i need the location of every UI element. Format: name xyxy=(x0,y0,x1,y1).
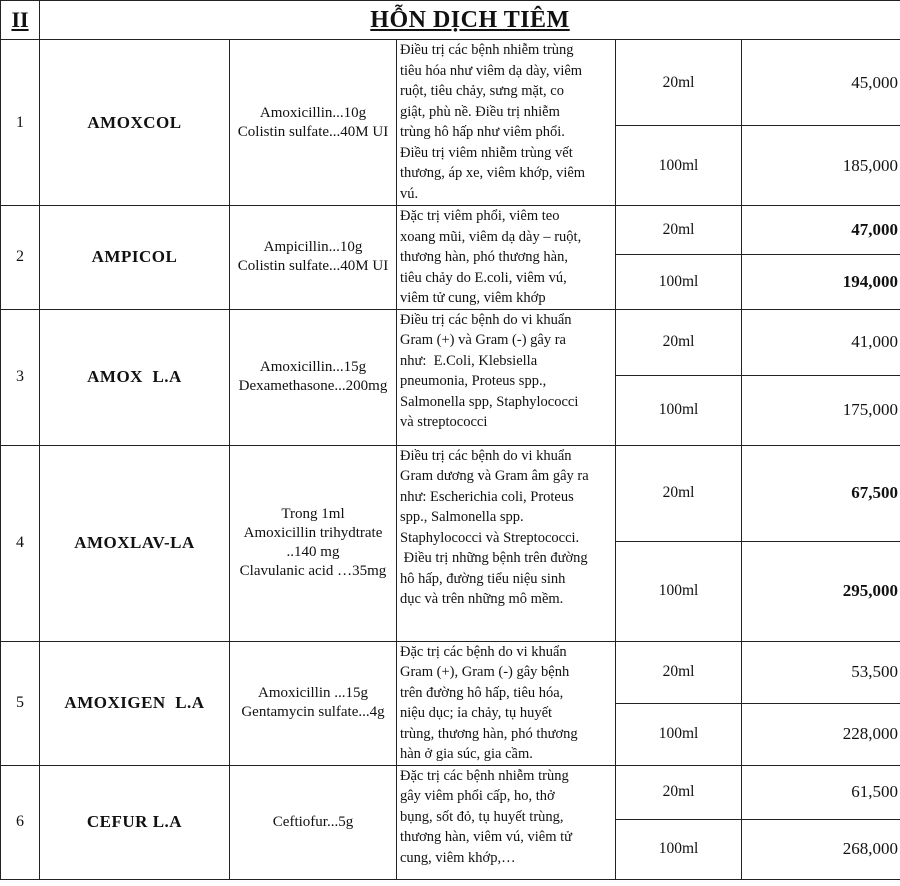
indication-line: Điều trị viêm nhiễm trùng vết xyxy=(400,144,573,161)
composition-line: Clavulanic acid …35mg xyxy=(239,563,387,579)
indication-line: như: Escherichia coli, Proteus xyxy=(400,488,574,505)
indication-line: Gram dương và Gram âm gây ra xyxy=(400,468,589,484)
indication-line: hàn ở gia súc, gia cầm. xyxy=(400,746,533,762)
package-volume: 20ml xyxy=(616,445,742,541)
product-indication xyxy=(397,40,616,206)
package-volume: 100ml xyxy=(616,126,742,206)
unit-price: 228,000 xyxy=(742,703,900,765)
composition-line: Amoxicillin...15g xyxy=(259,359,367,375)
package-volume: 20ml xyxy=(616,765,742,819)
indication-line: xoang mũi, viêm dạ dày – ruột, xyxy=(400,228,582,245)
product-name: AMOXCOL xyxy=(40,40,230,206)
indication-line: và streptococci xyxy=(400,414,488,430)
package-volume: 20ml xyxy=(616,206,742,255)
package-volume: 100ml xyxy=(616,819,742,879)
unit-price: 45,000 xyxy=(742,40,900,126)
indication-line: Điều trị những bệnh trên đường xyxy=(400,550,588,566)
product-row xyxy=(1,445,900,541)
product-row xyxy=(1,206,900,255)
composition-line: Colistin sulfate...40M UI xyxy=(237,123,389,140)
package-volume: 100ml xyxy=(616,703,742,765)
indication-line: pneumonia, Proteus spp., xyxy=(400,373,547,389)
composition-line: Gentamycin sulfate...4g xyxy=(241,704,385,720)
indication-line: thương, áp xe, viêm khớp, viêm xyxy=(400,165,586,181)
composition-line: Trong 1ml xyxy=(281,506,345,522)
unit-price: 61,500 xyxy=(742,765,900,819)
indication-line: Điều trị các bệnh do vi khuẩn xyxy=(400,447,572,464)
product-name: AMOX L.A xyxy=(40,309,230,445)
unit-price: 268,000 xyxy=(742,819,900,879)
product-row xyxy=(1,40,900,126)
indication-line: niệu dục; ỉa chảy, tụ huyết xyxy=(400,705,553,721)
composition-line: ..140 mg xyxy=(286,544,340,560)
package-volume: 20ml xyxy=(616,309,742,375)
composition-line: Amoxicillin...10g xyxy=(259,104,367,121)
unit-price: 41,000 xyxy=(742,309,900,375)
product-composition xyxy=(230,765,397,879)
indication-line: Đặc trị các bệnh nhiễm trùng xyxy=(400,767,569,784)
indication-line: Gram (+), Gram (-) gây bệnh xyxy=(400,664,570,680)
product-number: 6 xyxy=(1,765,40,879)
indication-line: thương hàn, viêm vú, viêm tử xyxy=(400,829,572,845)
product-number: 5 xyxy=(1,641,40,765)
unit-price: 67,500 xyxy=(742,445,900,541)
composition-line: Ceftiofur...5g xyxy=(272,813,354,830)
package-volume: 20ml xyxy=(616,641,742,703)
package-volume: 20ml xyxy=(616,40,742,126)
section-header-row xyxy=(1,1,900,40)
product-indication xyxy=(397,309,616,445)
unit-price: 185,000 xyxy=(742,126,900,206)
indication-line: cung, viêm khớp,… xyxy=(400,849,516,866)
product-number: 3 xyxy=(1,309,40,445)
indication-line: Staphylococci và Streptococci. xyxy=(400,529,580,546)
product-composition xyxy=(230,309,397,445)
indication-line: bụng, sốt đỏ, tụ huyết trùng, xyxy=(400,808,564,825)
product-number: 4 xyxy=(1,445,40,641)
indication-line: dục và trên những mô mềm. xyxy=(400,591,564,607)
product-number: 2 xyxy=(1,206,40,310)
indication-line: Đặc trị viêm phổi, viêm teo xyxy=(400,208,560,224)
indication-line: viêm tử cung, viêm khớp xyxy=(400,290,546,306)
unit-price: 47,000 xyxy=(742,206,900,255)
indication-line: Gram (+) và Gram (-) gây ra xyxy=(400,332,566,348)
indication-line: Điều trị các bệnh do vi khuẩn xyxy=(400,311,572,328)
composition-line: Ampicillin...10g xyxy=(263,239,363,256)
product-composition xyxy=(230,40,397,206)
composition-line: Dexamethasone...200mg xyxy=(238,378,388,394)
indication-line: như: E.Coli, Klebsiella xyxy=(400,352,538,369)
unit-price: 175,000 xyxy=(742,375,900,445)
indication-line: tiêu chảy do E.coli, viêm vú, xyxy=(400,269,567,286)
unit-price: 53,500 xyxy=(742,641,900,703)
composition-line: Amoxicillin ...15g xyxy=(258,685,368,701)
product-name: AMOXIGEN L.A xyxy=(40,641,230,765)
indication-line: tiêu hóa như viêm dạ dày, viêm xyxy=(400,62,583,79)
product-name: AMPICOL xyxy=(40,206,230,310)
indication-line: Salmonella spp, Staphylococci xyxy=(400,393,579,410)
indication-line: spp., Salmonella spp. xyxy=(400,509,524,525)
product-indication xyxy=(397,206,616,310)
indication-line: trên đường hô hấp, tiêu hóa, xyxy=(400,684,564,701)
indication-line: Đặc trị các bệnh do vi khuẩn xyxy=(400,643,567,660)
product-name: AMOXLAV-LA xyxy=(40,445,230,641)
product-composition xyxy=(230,641,397,765)
product-composition xyxy=(230,445,397,641)
indication-line: trùng, thương hàn, phó thương xyxy=(400,725,578,742)
product-row xyxy=(1,641,900,703)
section-title: HỖN DỊCH TIÊM xyxy=(40,1,900,40)
product-indication xyxy=(397,641,616,765)
indication-line: thương hàn, phó thương hàn, xyxy=(400,249,568,265)
indication-line: Điều trị các bệnh nhiễm trùng xyxy=(400,42,574,58)
package-volume: 100ml xyxy=(616,541,742,641)
section-numeral: II xyxy=(1,1,40,40)
indication-line: giật, phù nề. Điều trị nhiễm xyxy=(400,103,560,120)
product-indication xyxy=(397,445,616,641)
indication-line: gây viêm phổi cấp, ho, thở xyxy=(400,788,555,804)
package-volume: 100ml xyxy=(616,255,742,309)
indication-line: hô hấp, đường tiểu niệu sinh xyxy=(400,570,566,587)
indication-line: vú. xyxy=(400,185,419,202)
product-row xyxy=(1,765,900,819)
product-indication xyxy=(397,765,616,879)
indication-line: trùng hô hấp như viêm phổi. xyxy=(400,124,565,140)
product-row xyxy=(1,309,900,375)
unit-price: 194,000 xyxy=(742,255,900,309)
composition-line: Colistin sulfate...40M UI xyxy=(237,258,389,275)
product-composition xyxy=(230,206,397,310)
indication-line: ruột, tiêu chảy, sưng mặt, co xyxy=(400,83,564,99)
package-volume: 100ml xyxy=(616,375,742,445)
product-number: 1 xyxy=(1,40,40,206)
product-name: CEFUR L.A xyxy=(40,765,230,879)
composition-line: Amoxicillin trihydtrate xyxy=(243,525,383,541)
unit-price: 295,000 xyxy=(742,541,900,641)
